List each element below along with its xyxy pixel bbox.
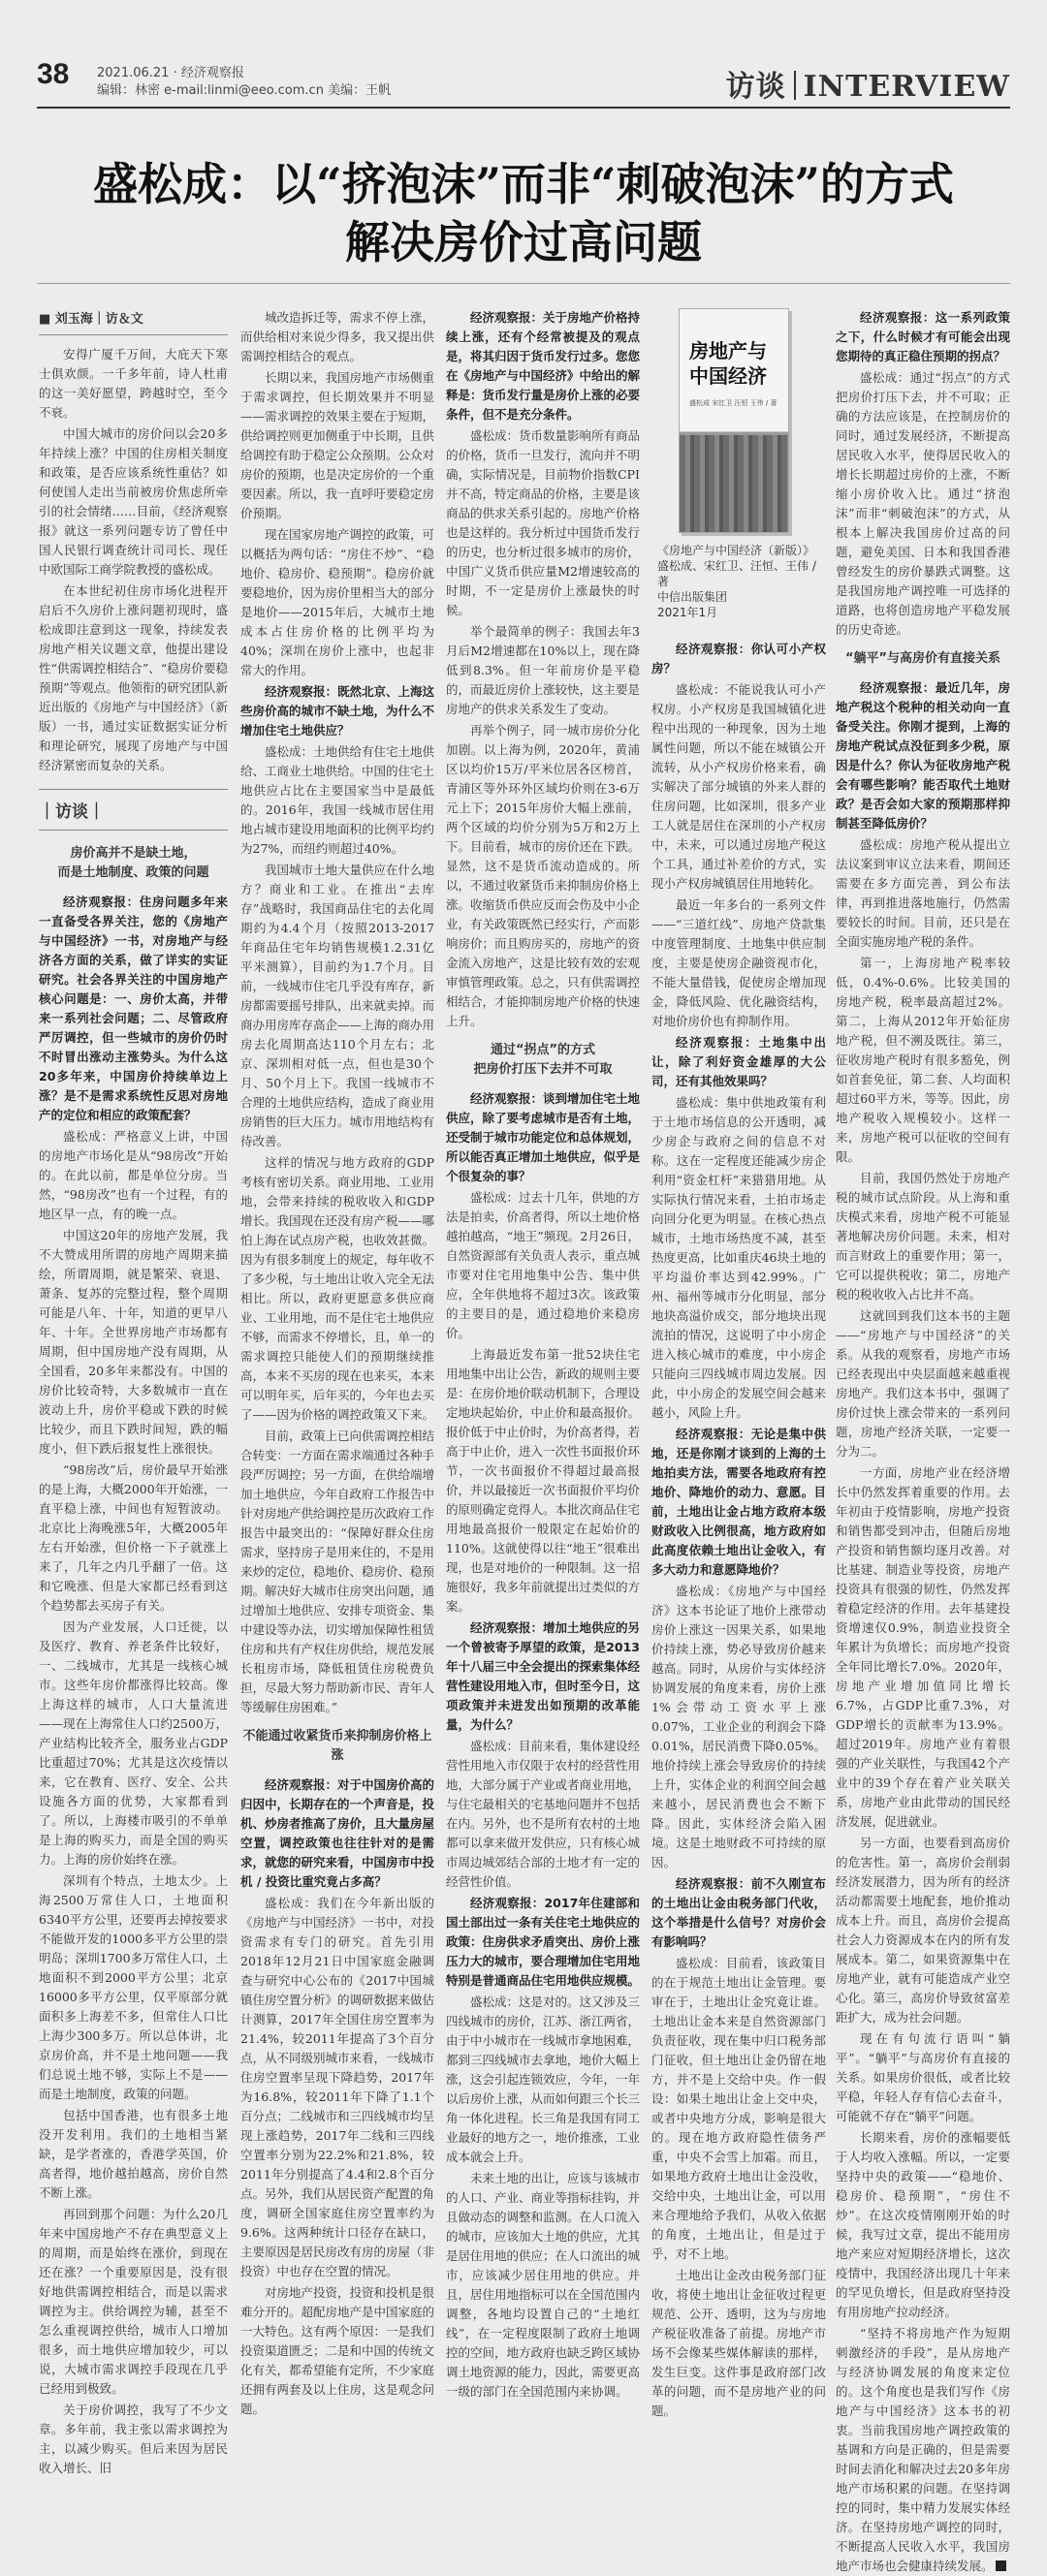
body-paragraph: 举个最简单的例子：我国去年3月后M2增速都在10%以上，现在降低到8.3%。但一年前房价是平稳的，而最近房价上涨较快，这主要是房地产的供求关系发生了变动。	[446, 624, 641, 716]
subheading-line: 把房价打压下去并不可取	[473, 1062, 613, 1077]
question-paragraph: 经济观察报：前不久刚宣布的土地出让金由税务部门代收，这个举措是什么信号？对房价会有影响吗？	[651, 1876, 826, 1949]
book-cover-title	[689, 338, 767, 389]
body-paragraph: 这就回到我们这本书的主题——“房地产与中国经济”的关系。从我的观察看，房地产市场已经表现出中央层面越来越重视房地产。我们这本书中，强调了房价过快上涨会带来的一系列问题，房地产经济关联，一定要一分为二。	[836, 1308, 1010, 1459]
question-paragraph: 经济观察报：2017年住建部和国土部出过一条有关住宅土地供应的政策：住房供求矛盾突出、房价上涨压力大的城市，要合理增加住宅用地特别是普通商品住宅用地供应规模。	[446, 1896, 641, 1988]
subheading-line: 通过“拐点”的方式	[490, 1043, 596, 1057]
interview-tag: ｜访谈｜	[39, 789, 228, 831]
book-cover	[679, 308, 789, 533]
body-paragraph: 中国大城市的房价问以会20多年持续上涨？中国的住房相关制度和政策，是否应该系统性重估？如何使国人走出当前被房价焦虑所牵引的社会情绪……目前，《经济观察报》就这一系列问题专访了曾任中国人民银行调查统计司司长、现任中欧国际工商学院教授的盛松成。	[39, 426, 228, 577]
answer-paragraph: 盛松成：土地供给有住宅土地供给、工商业土地供给。中国的住宅土地供应占比在主要国家当中是最低的。2016年，我国一线城市居住用地占城市建设用地面积的比例平均约为27%，而纽约则超过40%。	[240, 744, 435, 856]
question-paragraph: 经济观察报：土地集中出让，除了利好资金雄厚的大公司，还有其他效果吗？	[651, 1035, 826, 1088]
body-paragraph: 长期以来，我国房地产市场侧重于需求调控，但长期效果并不明显——需求调控的效果主要在于短期，供给调控则更加侧重于中长期，且供给调控有助于稳定公众预期。公众对房价的预期，也是决定房价的一个重要因素。所以，我一直呼吁要稳定房价预期。	[240, 370, 435, 520]
question-paragraph: 经济观察报：关于房地产价格持续上涨，还有个经常被提及的观点是，将其归因于货币发行过多。您您在《房地产与中国经济》中给出的解释是：货币发行量是房价上涨的必要条件，但不是充分条件。	[446, 310, 641, 422]
answer-paragraph: 盛松成：《房地产与中国经济》这本书论证了地价上涨带动房价上涨这一因果关系，如果地价持续上涨，势必导致房价越来越高。同时，从房价与实体经济协调发展的角度来看，房价上涨1%会带动工资水平上涨0.07%，工业企业的利润会下降0.01%，居民消费下降0.05%。地价持续上涨会导致房价的持续上升，实体企业的利润空间会越来越小，居民消费也会不断下降。因此，实体经济会陷入困境。这是土地财政不可持续的原因。	[651, 1584, 826, 1869]
body-paragraph: 对房地产投资，投资和投机是很难分开的。超配房地产是中国家庭的一大特色。这有两个原因：一是我们投资渠道匮乏；二是和中国的传统文化有关，都希望能有定所，不少家庭还拥有两套及以上住房，这是观念问题。	[240, 2285, 435, 2416]
book-title-line: 中国经济	[689, 364, 767, 388]
subheading: 不能通过收紧货币来抑制房价格上涨	[242, 1729, 432, 1763]
answer-paragraph: 盛松成：这是对的。这又涉及三四线城市的房价，江苏、浙江两省，由于中小城市在一线城市拿地困难，都到三四线城市去拿地，地价大幅上涨，这会引起连锁效应，今年，一年以后房价上涨，从而如何跟三个长三角一体化进程。长三角是我国有同工业最好的地方之一，地价推涨，工业成本就会上升。	[446, 1995, 641, 2164]
body-paragraph: 我国城市土地大量供应在什么地方？商业和工业。在推出“去库存”战略时，我国商品住宅的去化周期约为4.4个月（按照2013-2017年商品住宅年均销售规模1.2.31亿平米测算），目前约为1.7个月。目前，一线城市住宅几乎没有库存，新房都需要摇号排队，出来就卖掉。而商办用房库存高企——上海的商办用房去化周期高达110个月左右；北京、深圳相对低一点，但也是30个月、50个月上下。我国一线城市不合理的土地供应结构，造成了商业用房销售的巨大压力。城市用地结构有待改善。	[240, 863, 435, 1148]
column-3	[446, 308, 641, 2399]
book-feature	[640, 308, 828, 618]
question-paragraph: 经济观察报：谈到增加住宅土地供应，除了要考虑城市是否有土地，还受制于城市功能定位和总体规划，所以能否真正增加土地供应，似乎是个很复杂的事？	[446, 1091, 641, 1183]
question-paragraph: 经济观察报：无论是集中供地，还是你刚才谈到的上海的土地拍卖方法，需要各地政府有控地价、降地价的动力、意愿。目前，土地出让金占地方政府本级财政收入比例很高，地方政府如此高度依赖土地出让金收入，有多大动力和意愿降地价？	[651, 1427, 826, 1577]
answer-paragraph: 盛松成：通过“拐点”的方式把房价打压下去，并不可取；正确的方法应该是，在控制房价的同时，通过发展经济，不断提高居民收入水平，使得居民收入的增长长期超过房价的上涨，不断缩小房价收入比。通过“挤泡沫”而非“刺破泡沫”的方式，从根本上解决我国房价过高的问题，避免美国、日本和我国香港曾经发生的房价暴跌式调整。这是我国房地产调控唯一可选择的道路，也将创造房地产平稳发展的历史奇迹。	[836, 370, 1010, 637]
body-paragraph: 未来土地的出让，应该与该城市的人口、产业、商业等指标挂钩，并且做动态的调整和监测。在人口流入的城市，应该加大土地的供应，尤其是居住用地的供应；在人口流出的城市，应该减少居住用地的供应。并且，居住用地指标可以在全国范围内调整，各地均设置自己的“土地红线”，在一定程度限制了政府土地调控的空间，地方政府也缺乏跨区域协调土地资源的能力，因此，需要更高一级的部门在全国范围内来协调。	[446, 2171, 641, 2399]
section-cn: 访谈	[725, 70, 786, 104]
headline-line-1: 盛松成：以“挤泡沫”而非“刺破泡沫”的方式	[93, 158, 954, 210]
book-cover-authors: 盛松成 宋红卫 汪恒 王伟 / 著	[689, 399, 777, 407]
body-paragraph: 再举个例子，同一城市房价分化加剧。以上海为例，2020年，黄浦区以均价15万/平米位居各区榜首，青浦区等外环外区域均价则在3-6万元上下；2015年房价大幅上涨前，两个区域的均价分别为5万和2万上下。目前看，城市的房价还在下跌。显然，这不是货币流动造成的。所以，不通过收紧货币来抑制房价格上涨。收缩货币供应反而会伤及中小企业，有关政策既然已经实行，产而影响房价；而且购房买的，房地产的资金流入房地产，这是比较有效的宏观审慎管理政策。总之，只有供需调控相结合，才能抑制房地产价格的快速上升。	[446, 723, 641, 1028]
answer-paragraph: 盛松成：目前看，该政策目的在于规范土地出让金管理。要审在于，土地出让金究竟让谁。土地出让金本来是自然资源部门负责征收，现在集中归口税务部门征收，但土地出让金仍留在地方，并不是上交给中央。作一假设：如果土地出让金上交中央，或者中央地方分成，影响是很大的。现在地方政府隐性债务严重，中央不会雪上加霜。而且，如果地方政府土地出让金没收，交给中央，土地出让金，可以用来合理地给予我们，从收入依据的角度，土地出让，但是过于乎，对不上地。	[651, 1956, 826, 2261]
caption-line: 《房地产与中国经济（新版）》	[657, 544, 815, 557]
caption-line: 盛松成、宋红卫、汪恒、王伟 / 著	[657, 559, 816, 588]
subheading: “躺平”与高房价有直接关系	[844, 651, 1001, 666]
body-paragraph: 深圳有个特点，土地太少。上海2500万常住人口，土地面积6340平方公里，还要再去掉按要求不能做开发的1000多平方公里的崇明岛；深圳1700多万常住人口，土地面积不到2000平方公里；北京16000多平方公里，仅平原部分就面积多上海差不多，但常住人口比上海少300多万。所以总体讲，北京房价高，并不是土地问题——我们总说土地不够，实际上不是——而是土地制度，政策的问题。	[39, 1873, 228, 2101]
column-1	[39, 308, 228, 2475]
section-en: INTERVIEW	[803, 70, 1010, 104]
column-2	[240, 308, 435, 2416]
body-paragraph: 目前，政策上已向供需调控相结合转变：一方面在需求端通过各种手段严厉调控；另一方面，在供给端增加土地供应，今年自政府工作报告中针对房地产供给调控是历次政府工作报告中最突出的：“保障好群众住房需求，坚持房子是用来住的，不是用来炒的定位，稳地价、稳房价、稳预期。解决好大城市住房突出问题，通过增加土地供应、安排专项资金、集中建设等办法，切实增加保障性租赁住房和共有产权住房供给，规范发展长租房市场，降低租赁住房税费负担，尽最大努力帮助新市民、青年人等缓解住房困难。”	[240, 1429, 435, 1714]
body-paragraph: 城改造拆迁等，需求不停上涨，而供给相对来说少得多，我又提出供需调控相结合的观点。	[240, 310, 435, 363]
closing-paragraph-text: “坚持不将房地产作为短期刺激经济的手段”，是从房地产与经济协调发展的角度来定位的。这个角度也是我们写作《房地产与中国经济》这本书的初衷。当前我国房地产调控政策的基调和方向是正确的，但是需要时间去消化和解决过去20多年房地产市场积累的问题。在坚持调控的同时，集中精力发展实体经济。在坚持房地产调控的同时，不断提高人民收入水平，我国房地产市场也会健康持续发展。	[836, 2326, 1010, 2573]
answer-paragraph: 盛松成：货币数量影响所有商品的价格，货币一旦发行，流向并不明确，实际情况是，目前物价指数CPI并不高，特定商品的价格，主要是该商品的供求关系引起的。房地产价格也是这样的。我分析过中国货币发行的历史，也分析过很多城市的房价，中国广义货币供应量M2增速较高的时期，不一定是房价上涨最快的时候。	[446, 428, 641, 617]
end-of-article-icon	[996, 2560, 1006, 2571]
answer-paragraph: 盛松成：集中供地政策有利于土地市场信息的公开透明，减少房企与政府之间的信息不对称。这在一定程度还能减少房企利用“资金杠杆”来猎猎用地。从实际执行情况来看，土拍市场走向回分化更为明显。在核心热点城市，土地市场热度不减，甚至热度更高，比如重庆46块土地的平均溢价率达到42.99%。广州、福州等城市分化明显，部分地块高溢价成交，部分地块出现流拍的情况，这说明了中小房企进入核心城市的难度，中小房企只能向三四线城市周边发展。因此，中小房企的发展空间会越来越小，风险上升。	[651, 1095, 826, 1420]
column-4	[651, 640, 826, 2418]
caption-line: 中信出版集团	[657, 590, 728, 604]
body-paragraph: 长期来看，房价的涨幅要低于人均收入涨幅。所以，一定要坚持中央的政策——“稳地价、稳房价、稳预期”，“房住不炒”。在这次疫情刚刚开始的时候，我写过文章，提出不能用房地产来应对短期经济增长，这次疫情中，我国经济出现几十年来的罕见负增长，但是政府坚持没有用房地产拉动经济。	[836, 2130, 1010, 2319]
body-paragraph: 再回到那个问题：为什么20几年来中国房地产不存在典型意义上的周期，而是始终在涨价，到现在还在涨？一个重要原因是，没有很好地供需调控相结合，而是以需求调控为主。供给调控为辅，甚至不怎么重视调控供给，城市人口增加很多，而土地供应增加较少，可以说，大城市需求调控手段现在几乎已经用到极致。	[39, 2207, 228, 2396]
subheading	[39, 844, 228, 883]
answer-paragraph: 盛松成：目前来看，集体建设经营性用地入市仅限于农村的经营性用地，大部分属于产业或者商业用地，与住宅最相关的宅基地问题并不包括在内。另外，也不是所有农村的土地都可以拿来做开发供应，只有核心城市周边城郊结合部的土地才有一定的经营性价值。	[446, 1739, 641, 1889]
issue-date: 2021.06.21 · 经济观察报	[97, 66, 244, 80]
byline: ■ 刘玉海｜访＆文	[39, 308, 228, 335]
body-paragraph: 现在国家房地产调控的政策，可以概括为两句话：“房住不炒”、“稳地价、稳房价、稳预期”。稳房价就要稳地价，因为房价里相当大的部分是地价——2015年后，大城市土地成本占住房价格的比例平均为40%；深圳在房价上涨中，也起非常大的作用。	[240, 527, 435, 677]
caption-line: 2021年1月	[657, 606, 718, 619]
subheading	[446, 1041, 640, 1080]
question-paragraph: 经济观察报：住房问题多年来一直备受各界关注，您的《房地产与中国经济》一书，对房地产与经济各方面的关系，做了详实的实证研究。社会各界关注的中国房地产核心问题是：一、房价太高，并带来一系列社会问题；二、尽管政府严厉调控，但一些城市的房价仍时不时冒出涨动主涨势头。为什么这20多年来，中国房价持续单边上涨？是不是需求系统性反思对房地产的定位和相应的政策配套？	[39, 895, 228, 1122]
body-paragraph: 在本世纪初住房市场化进程开启后不久房价上涨问题初现时，盛松成即注意到这一现象，持续发表房地产相关议题文章，他提出建设性“供需调控相结合”、“稳房价要稳预期”等观点。他领衔的研究团队新近出版的《房地产与中国经济》（新版）一书，通过实证数据实证分析和理论研究，展现了房地产与中国经济紧密而复杂的关系。	[39, 583, 228, 772]
column-5	[836, 308, 1010, 2573]
editor-credits: 编辑：林密 e-mail:linmi@eeo.com.cn 美编：王帆	[97, 83, 392, 98]
skyline-image	[680, 435, 788, 532]
question-paragraph: 经济观察报：增加土地供应的另一个曾被寄予厚望的政策，是2013年十八届三中全会提出的探索集体经营性建设用地入市，但时至今日，这项政策并未进发出如预期的改革能量，为什么？	[446, 1620, 641, 1732]
headline-rule	[37, 283, 1010, 284]
answer-paragraph: 盛松成：过去十几年，供地的方法是拍卖，价高者得，所以土地价格越拍越高，“地王”频现。2月26日，自然资源部有关负责人表示，重点城市要对住宅用地集中公告、集中供应，全年供地将不超过3次。该政策的主要目的是，通过稳地价来稳房价。	[446, 1190, 641, 1340]
body-paragraph: 上海最近发布第一批52块住宅用地集中出让公告，新政的规则主要是：在房价地价联动机制下，合理设定地块起始价，中止价和最高报价。报价低于中止价时，为价高者得，若高于中止价，进入一次性书面报价环节，一次书面报价不得超过最高报价，并以最接近一次书面报价平均价的原则确定竞得人。本批次商品住宅用地最高报价一般限定在起始价的110%。这就使得以往“地王”很难出现，也是对地价的一种限制。这一招施很好，我多年前就提出过类似的方案。	[446, 1347, 641, 1614]
answer-paragraph: 盛松成：房地产税从提出立法议案到审议立法来看，期间还需要在多方面完善，到公布法律，再到推进落地施行，仍然需要较长的时间。目前，还只是在全面实施房地产税的条件。	[836, 837, 1010, 949]
book-caption	[640, 543, 828, 620]
body-paragraph: 一方面，房地产业在经济增长中仍然发挥着重要的作用。去年初由于疫情影响，房地产投资和销售都受到冲击，但随后房地产投资和销售额均逐月改善。对比基建、制造业等投资，房地产投资具有很强的韧性，仍然发挥着稳定经济的作用。去年基建投资增速仅0.9%，制造业投资全年累计为负增长；而房地产投资全年同比增长7.0%。2020年，房地产业增加值同比增长6.7%，占GDP比重7.3%，对GDP增长的贡献率为13.9%。超过2019年。房地产业有着很强的产业关联性，与我国42个产业中的39个存在着产业关联关系，房地产业由此带动的国民经济发展，促进就业。	[836, 1465, 1010, 1829]
answer-paragraph: 盛松成：严格意义上讲，中国的房地产市场化是从“98房改”开始的。在此以前，都是单位分房。当然，“98房改”也有一个过程，有的地区早一点，有的晚一点。	[39, 1129, 228, 1221]
body-paragraph: 这样的情况与地方政府的GDP考核有密切关系。商业用地、工业用地，会带来持续的税收收入和GDP增长。我国现在还没有房产税——哪怕上海在试点房产税，也收效甚微。因为有很多制度上的规定，每年收不了多少税，与土地出让收入完全无法相比。所以，政府更愿意多供应商业、工业用地，而不是住宅土地供应不够，而需求不停增长，且，单一的需求调控只能使人们的预期继续推高，本来不买房的现在也来买，本来可以明年买，后年买的，今年也去买了——因为价格的调控政策又下来。	[240, 1155, 435, 1422]
body-paragraph: “98房改”后，房价最早开始涨的是上海，大概2000年开始涨，一直平稳上涨，中间也有短暂波动。北京比上海晚涨5年，大概2005年左右开始涨，但价格一下子就涨上来了，几年之内几乎翻了一倍。这和它晚涨、但是大家都已经看到这个趋势都去买房子有关。	[39, 1462, 228, 1613]
answer-paragraph: 盛松成：不能说我认可小产权房。小产权房是我国城镇化进程中出现的一种现象，因为土地属性问题，所以不能在城镇公开流转，从小产权房价格来看，确实解决了部分城镇的外来人群的住房问题，比如深圳，很多产业工人就是居住在深圳的小产权房中，未来，可以通过房地产税这个工具，通过补差价的方式，实现小产权房城镇居住用地转化。	[651, 682, 826, 891]
body-paragraph: 另一方面，也要看到高房价的危害性。第一，高房价会削弱经济发展潜力，因为所有的经济活动都需要土地配套，地价推动成本上升。而且，高房价会提高社会人力资源成本在内的所有发展成本。第二，如果资源集中在房地产业，就有可能造成产业空心化。第三，高房价导致贫富差距扩大，成为社会问题。	[836, 1836, 1010, 2025]
body-paragraph: 最近一年多台的一系列文件——“三道红线”、房地产贷款集中度管理制度、土地集中供应制度，主要是使房企融资视市化，不能大量借钱，促使房企增加现金，降低风险、优化融资结构，对地价房价也有抑制作用。	[651, 897, 826, 1028]
question-paragraph: 经济观察报：最近几年，房地产税这个税种的相关动向一直备受关注。你刚才提到，上海的房地产税试点没征到多少税，原因是什么？你认为征收房地产税会有哪些影响？能否取代土地财政？是否会如大家的预期那样抑制甚至降低房价？	[836, 680, 1010, 831]
headline-line-2: 解决房价过高问题	[345, 216, 702, 268]
question-paragraph: 经济观察报：你认可小产权房？	[651, 642, 826, 675]
headline	[39, 155, 1008, 271]
body-paragraph: 第一，上海房地产税率较低，0.4%-0.6%。比较美国的房地产税，税率最高超过2%。第二，上海从2012年开始征房地产税，但不溯及既往。第三，征收房地产税时有很多豁免，例如首套免征，第二套、人均面积超过60平方米，等等。因此，房地产税收入规模较小。这样一来，房地产税可以征收的空间有限。	[836, 956, 1010, 1164]
body-paragraph: 因为产业发展，人口迁徙，以及医疗、教育、养老条件比较好，一、二线城市，尤其是一线核心城市。这些年房价都涨得比较高。像上海这样的城市，人口大量流进——现在上海常住人口约2500万，产业结构比较齐全，服务业占GDP比重超过70%；尤其是这次疫情以来，它在教育、医疗、安全、公共设施各方面的优势，大家都看到了。所以，上海楼市吸引的不单单是上海的购买力，而是全国的购买力。上海的房价始终在涨。	[39, 1619, 228, 1867]
body-paragraph	[836, 2324, 1010, 2576]
question-paragraph: 经济观察报：既然北京、上海这些房价高的城市不缺土地，为什么不增加住宅土地供应？	[240, 684, 435, 738]
body-paragraph: 土地出让金改由税务部门征收，将使土地出让金征收过程更规范、公开、透明，这为与房地产税征收准备了前提。房地产市场不会像某些媒体解读的那样，发生巨变。这件事是政府部门改革的问题，而不是房地产业的问题。	[651, 2268, 826, 2418]
page-header	[37, 58, 1010, 109]
section-divider	[794, 71, 796, 100]
body-paragraph: 目前，我国仍然处于房地产税的城市试点阶段。从上海和重庆模式来看，房地产税不可能显著地解决房价问题。未来，相对而言财政上的重要作用；第一，它可以提供税收；第二，房地产税的税收收入占比并不高。	[836, 1171, 1010, 1302]
answer-paragraph: 盛松成：我们在今年新出版的《房地产与中国经济》一书中，对投资需求有专门的研究。首先引用2018年12月21日中国家庭金融调查与研究中心公布的《2017中国城镇住房空置分析》的调研数据来做估计测算，2017年全国住房空置率为21.4%，较2011年提高了3个百分点，从不同级别城市来看，一线城市住房空置率呈现下降趋势，2017年为16.8%，较2011年下降了1.1个百分点；二线城市和三四线城市均呈现上涨趋势，2017年二线和三四线空置率分别为22.2%和21.8%，较2011年分别提高了4.4和2.8个百分点。另外，我们从居民资产配置的角度，调研全国家庭住房空置率约为9.6%。这两种统计口径存在缺口，主要原因是居民房改有房的房屋（非投资）中也存在空置的情况。	[240, 1896, 435, 2278]
question-paragraph: 经济观察报：这一系列政策之下，什么时候才有可能会出现您期待的真正稳住预期的拐点？	[836, 310, 1010, 363]
page-number: 38	[37, 58, 70, 90]
body-paragraph: 现在有句流行语叫“躺平”。“躺平”与高房价有直接的关系。如果房价很低，或者比较平稳，年轻人存有信心去奋斗，可能就不存在“躺平”问题。	[836, 2031, 1010, 2123]
section-label	[726, 62, 1010, 105]
subheading-line: 而是土地制度、政策的问题	[57, 865, 209, 880]
question-paragraph: 经济观察报：对于中国房价高的归因中，长期存在的一个声音是，投机、炒房者推高了房价，且大量房屋空置，调控政策也往往针对的是需求，就您的研究来看，中国房市中投机 / 投资比重究竟占多高？	[240, 1777, 435, 1889]
body-paragraph: 中国这20年的房地产发展，我不大赞成用所谓的房地产周期来描绘，所谓周期，就是繁荣、衰退、萧条、复苏的完整过程，整个周期可能是八年、十年，知道的更早八年、十年。全世界房地产市场都有周期，但中国房地产没有周期，从全国看，20多年来都没有。中国的房价比较奇特，大多数城市一直在波动上升，房价平稳或下跌的时候比较少，而且下跌时间短，跌的幅度小，但下跌后报复性上涨很快。	[39, 1228, 228, 1456]
book-title-line: 房地产与	[689, 339, 767, 362]
body-paragraph: 包括中国香港，也有很多土地没开发利用。我们的土地相当紧缺，是学者涨的，香港学英国，价高者得，地价越拍越高，房价自然不断上涨。	[39, 2108, 228, 2200]
intro-paragraph: 安得广厦千万间，大庇天下寒士俱欢颜。一千多年前，诗人杜甫的这一美好愿望，跨越时空，至今不衰。	[39, 347, 228, 420]
subheading-line: 房价高并不是缺土地，	[70, 846, 197, 861]
body-paragraph: 关于房价调控，我写了不少文章。多年前，我主张以需求调控为主，以减少购买。但后来因为居民收入增长、旧	[39, 2403, 228, 2475]
